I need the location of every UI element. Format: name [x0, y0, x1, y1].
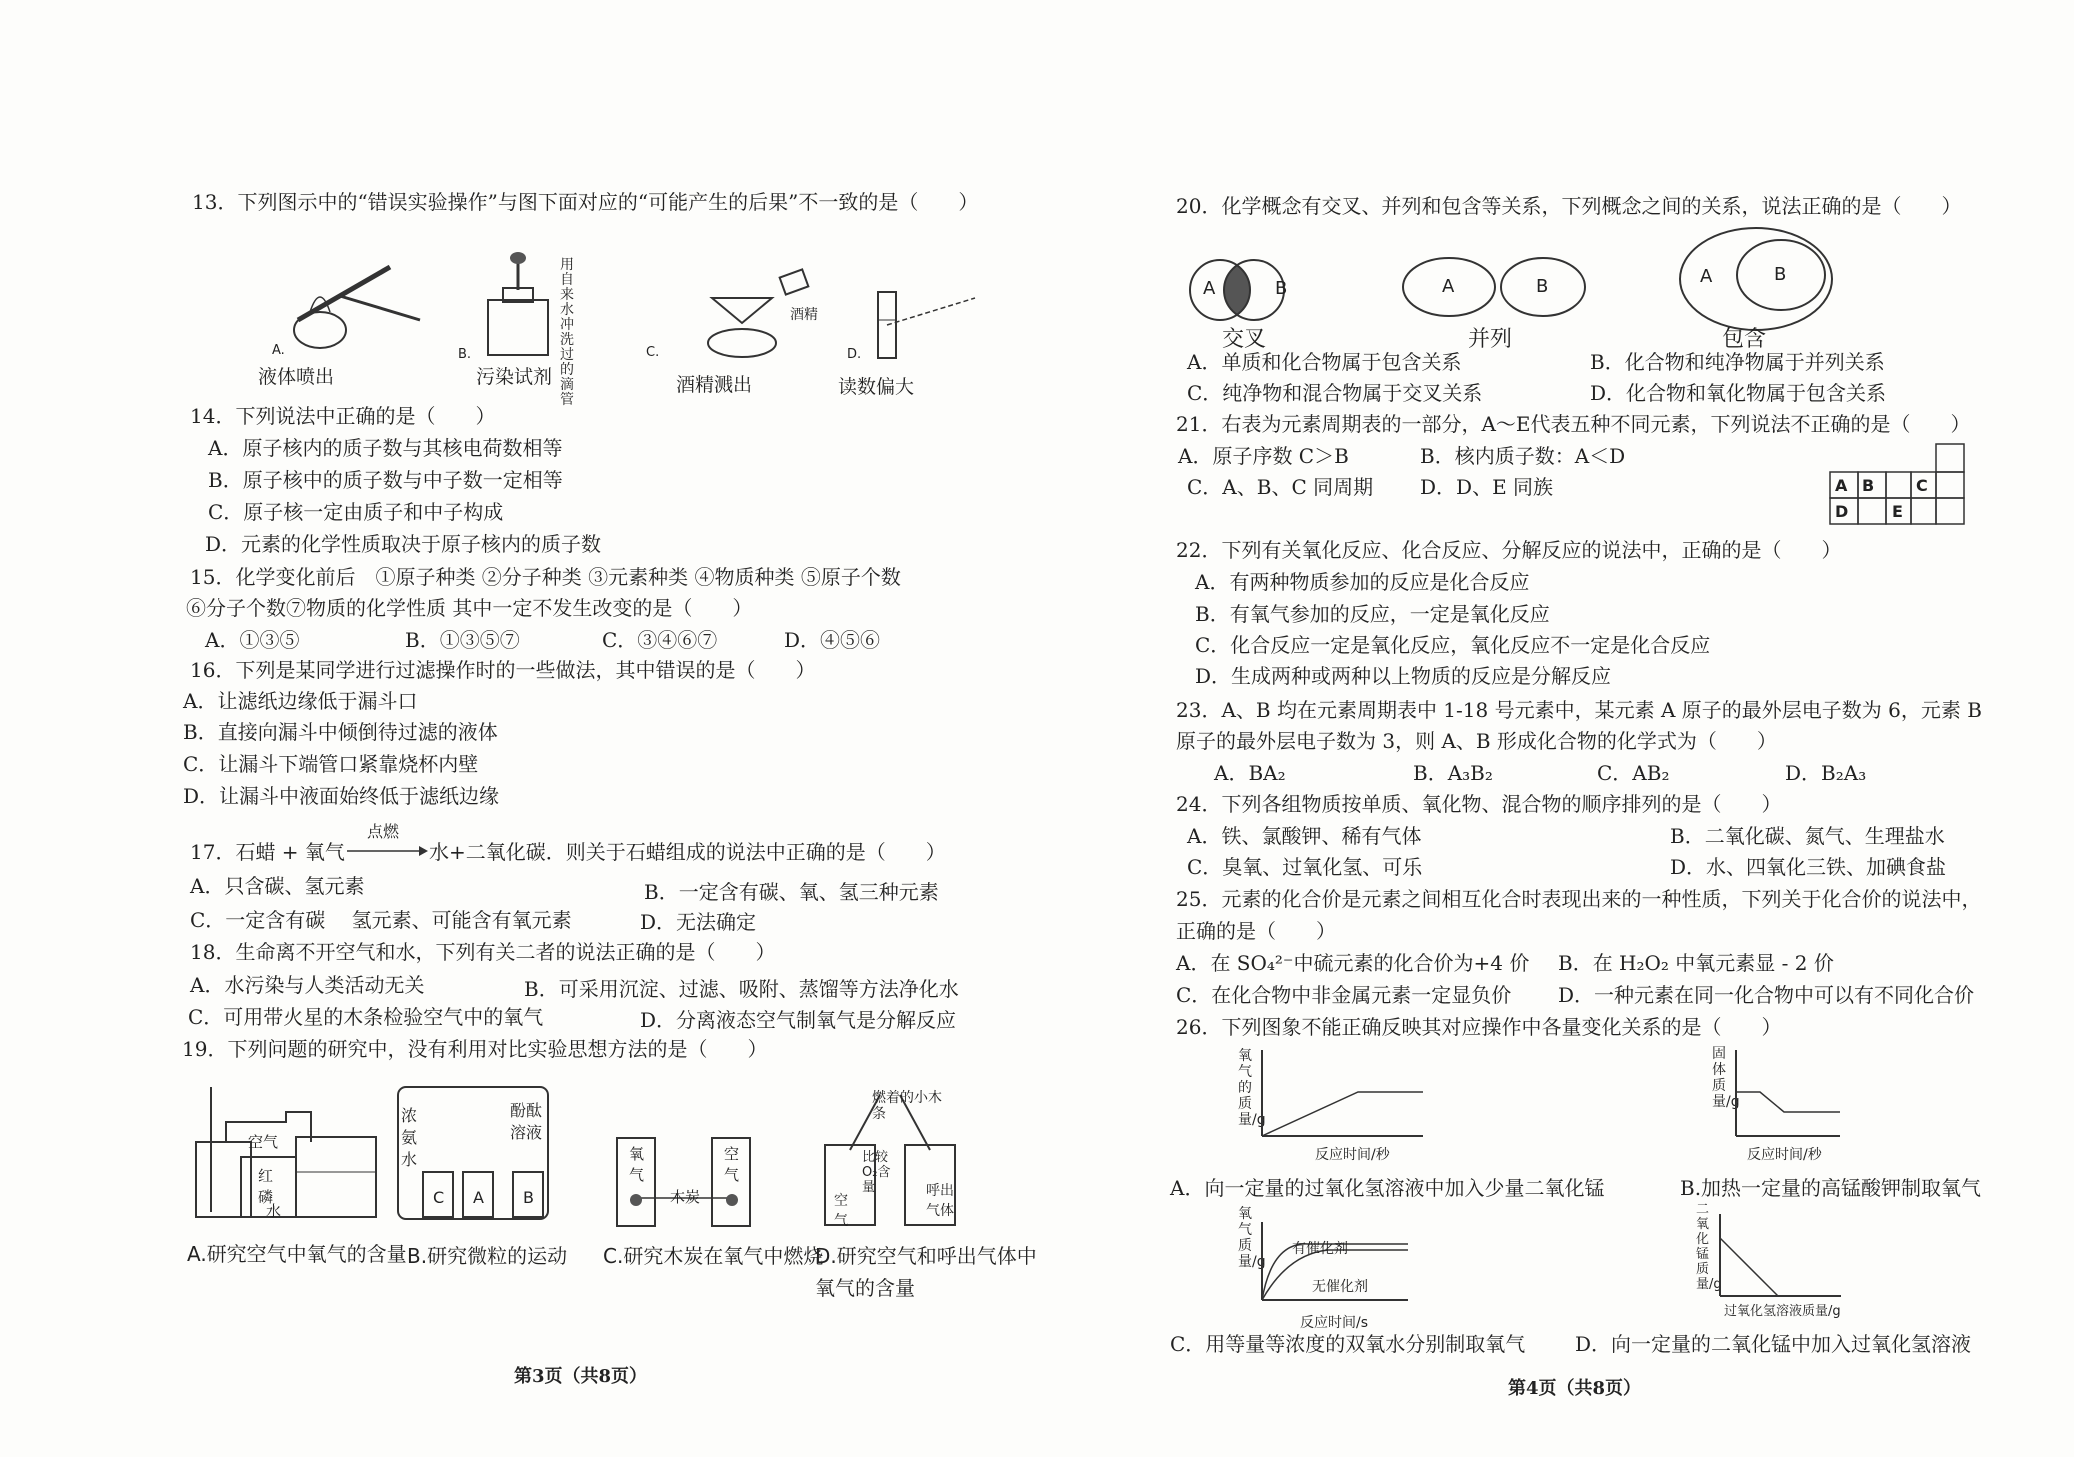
q19-fig-c-label-oxygen: 氧气 [629, 1145, 645, 1184]
q13-fig-b-caption: 污染试剂 [476, 366, 553, 388]
q16-stem: 16．下列是某同学进行过滤操作时的一些做法，其中错误的是（ ） [190, 658, 816, 682]
q15-option-c: C．③④⑥⑦ [602, 628, 718, 652]
q26-graph-c-ylabel: 氧气质量/g [1238, 1206, 1266, 1270]
q13-fig-a-letter: A. [272, 343, 285, 358]
q19-fig-a-label-phosphorus: 红磷 [258, 1167, 274, 1206]
q19-fig-a-label-air: 空气 [248, 1133, 279, 1151]
q25-option-a: A．在 SO₄²⁻中硫元素的化合价为+4 价 [1176, 951, 1530, 975]
q25-option-b: B．在 H₂O₂ 中氧元素显 - 2 价 [1558, 951, 1834, 975]
q13-fig-b-letter: B. [458, 347, 472, 362]
q19-fig-d-label-candle: 燃着的小木条 [872, 1090, 942, 1122]
q15-option-d: D．④⑤⑥ [784, 628, 881, 652]
air-flask [196, 1142, 251, 1217]
q13-fig-c-note: 酒精 [790, 307, 818, 323]
q20-option-d: D．化合物和氧化物属于包含关系 [1590, 381, 1887, 405]
q23-option-b: B．A₃B₂ [1413, 761, 1493, 785]
q17-option-b: B．一定含有碳、氧、氢三种元素 [644, 880, 939, 904]
q24-option-d: D．水、四氧化三铁、加碘食盐 [1670, 855, 1947, 879]
q20-diagram-parallel [1400, 255, 1600, 319]
q17-post: 水+二氧化碳．则关于石蜡组成的说法中正确的是（ ） [429, 840, 946, 864]
q20-diagram-include-name: 包含 [1722, 327, 1767, 352]
q20-option-c: C．纯净物和混合物属于交叉关系 [1187, 381, 1483, 405]
q14-stem: 14．下列说法中正确的是（ ） [190, 404, 496, 428]
water-trough [296, 1137, 376, 1217]
q15-option-a: A．①③⑤ [205, 628, 300, 652]
q26-graph-c-xlabel: 反应时间/s [1300, 1315, 1369, 1331]
q16-option-a: A．让滤纸边缘低于漏斗口 [183, 689, 418, 713]
q14-option-d: D．元素的化学性质取决于原子核内的质子数 [205, 532, 602, 556]
q26-option-a: A．向一定量的过氧化氢溶液中加入少量二氧化锰 [1170, 1176, 1605, 1200]
q19-fig-b-label-a: A [473, 1188, 484, 1207]
q21-cell-e: E [1892, 502, 1903, 521]
q26-graph-c-series-no-catalyst: 无催化剂 [1312, 1279, 1368, 1295]
q19-stem: 19．下列问题的研究中，没有利用对比实验思想方法的是（ ） [182, 1037, 768, 1061]
funnel-lamp [712, 298, 772, 323]
q20-diagram-include-a: A [1700, 266, 1713, 287]
q19-fig-d-label-air: 空气 [834, 1193, 848, 1229]
q23-line1: 23．A、B 均在元素周期表中 1-18 号元素中，某元素 A 原子的最外层电子数为 6，元素 B [1176, 698, 1982, 722]
q20-diagram-include-b: B [1774, 264, 1787, 285]
q19-fig-c-caption: C.研究木炭在氧气中燃烧 [603, 1244, 824, 1268]
q24-option-b: B．二氧化碳、氮气、生理盐水 [1670, 824, 1945, 848]
q25-option-c: C．在化合物中非金属元素一定显负价 [1176, 983, 1512, 1007]
q26-graph-b-xlabel: 反应时间/秒 [1747, 1147, 1822, 1163]
q21-cell-b: B [1862, 476, 1875, 495]
q26-graph-b [1732, 1050, 1842, 1140]
q15-line2: ⑥分子个数⑦物质的化学性质 其中一定不发生改变的是（ ） [186, 596, 753, 620]
q21-cell-a: A [1835, 476, 1848, 495]
test-tube [298, 267, 390, 320]
q19-fig-d-caption-line2: 氧气的含量 [815, 1276, 915, 1300]
q23-option-a: A．BA₂ [1214, 761, 1286, 785]
q21-cell-d: D [1835, 502, 1849, 521]
q26-graph-d-line [1720, 1238, 1778, 1296]
q13-fig-a-caption: 液体喷出 [258, 366, 335, 388]
q23-option-d: D．B₂A₃ [1785, 761, 1867, 785]
q20-option-a: A．单质和化合物属于包含关系 [1187, 350, 1462, 374]
q21-option-a: A．原子序数 C＞B [1178, 444, 1349, 468]
q19-fig-b-label-phenolphthalein: 酚酞溶液 [510, 1101, 543, 1142]
q13-fig-a [280, 262, 430, 362]
q26-graph-d-xlabel: 过氧化氢溶液质量/g [1724, 1304, 1841, 1319]
q18-option-c: C．可用带火星的木条检验空气中的氧气 [188, 1005, 544, 1029]
q26-graph-a-line [1262, 1092, 1423, 1136]
reagent-bottle [488, 300, 548, 355]
q18-option-b: B．可采用沉淀、过滤、吸附、蒸馏等方法净化水 [524, 977, 959, 1001]
q26-option-b: B.加热一定量的高锰酸钾制取氧气 [1680, 1176, 1982, 1200]
holder [340, 296, 420, 320]
q13-fig-d-letter: D. [847, 347, 862, 362]
q18-stem: 18．生命离不开空气和水，下列有关二者的说法正确的是（ ） [190, 940, 776, 964]
q26-stem: 26．下列图象不能正确反映其对应操作中各量变化关系的是（ ） [1176, 1015, 1782, 1039]
q15-option-b: B．①③⑤⑦ [405, 628, 520, 652]
q24-option-a: A．铁、氯酸钾、稀有气体 [1187, 824, 1422, 848]
q26-graph-a [1258, 1050, 1428, 1140]
q14-option-a: A．原子核内的质子数与其核电荷数相等 [208, 436, 563, 460]
q13-stem: 13．下列图示中的“错误实验操作”与图下面对应的“可能产生的后果”不一致的是（ ） [192, 190, 979, 214]
q26-graph-d-ylabel: 二氧化锰质量/g [1696, 1202, 1722, 1292]
q25-line1: 25．元素的化合价是元素之间相互化合时表现出来的一种性质，下列关于化合价的说法中， [1176, 887, 1982, 911]
q14-option-c: C．原子核一定由质子和中子构成 [208, 500, 504, 524]
q20-diagram-parallel-name: 并列 [1468, 327, 1513, 352]
q26-option-c: C．用等量等浓度的双氧水分别制取氧气 [1170, 1332, 1526, 1356]
q21-option-c: C．A、B、C 同周期 [1187, 475, 1374, 499]
q17-condition: 点燃 [367, 822, 400, 841]
q19-fig-c-label-air: 空气 [724, 1145, 740, 1184]
q13-fig-b-note: 用自来水冲洗过的滴管 [560, 257, 574, 408]
q13-fig-c-caption: 酒精溅出 [676, 374, 753, 396]
q26-graph-c-series-catalyst: 有催化剂 [1292, 1241, 1348, 1257]
q20-diagram-cross-name: 交叉 [1222, 327, 1267, 352]
q19-fig-d-label-compare: 比较O₂含量 [862, 1150, 891, 1195]
q22-option-c: C．化合反应一定是氧化反应，氧化反应不一定是化合反应 [1195, 633, 1711, 657]
q22-stem: 22．下列有关氧化反应、化合反应、分解反应的说法中，正确的是（ ） [1176, 538, 1842, 562]
q16-option-d: D．让漏斗中液面始终低于滤纸边缘 [183, 784, 500, 808]
q18-option-a: A．水污染与人类活动无关 [190, 973, 425, 997]
q20-diagram-cross-b: B [1275, 278, 1288, 299]
q21-option-b: B．核内质子数：A＜D [1420, 444, 1626, 468]
q25-option-d: D．一种元素在同一化合物中可以有不同化合价 [1558, 983, 1975, 1007]
q17-pre: 17．石蜡 + 氧气 [190, 840, 345, 864]
q16-option-c: C．让漏斗下端管口紧靠烧杯内壁 [183, 752, 479, 776]
q17-option-c: C．一定含有碳 氢元素、可能含有氧元素 [190, 908, 572, 932]
q20-diagram-cross [1175, 258, 1315, 322]
q19-fig-a-label-water: 水 [266, 1202, 282, 1220]
q17-option-d: D．无法确定 [640, 910, 757, 934]
q13-fig-c-letter: C. [646, 345, 660, 360]
q24-stem: 24．下列各组物质按单质、氧化物、混合物的顺序排列的是（ ） [1176, 792, 1782, 816]
q22-option-b: B．有氧气参加的反应，一定是氧化反应 [1195, 602, 1550, 626]
q22-option-a: A．有两种物质参加的反应是化合反应 [1195, 570, 1530, 594]
right-page-number: 第4页（共8页） [1508, 1378, 1642, 1399]
q26-graph-b-line [1736, 1092, 1840, 1112]
q23-option-c: C．AB₂ [1597, 761, 1670, 785]
left-page-number: 第3页（共8页） [514, 1366, 648, 1387]
q26-graph-b-ylabel: 固体质量/g [1712, 1046, 1740, 1110]
q19-fig-c-label-charcoal: 木炭 [670, 1188, 701, 1206]
q14-option-b: B．原子核中的质子数与中子数一定相等 [208, 468, 563, 492]
q20-option-b: B．化合物和纯净物属于并列关系 [1590, 350, 1885, 374]
q13-fig-d [870, 290, 980, 360]
q19-fig-a-caption: A.研究空气中氧气的含量 [187, 1242, 407, 1266]
q23-line2: 原子的最外层电子数为 3，则 A、B 形成化合物的化学式为（ ） [1176, 729, 1777, 753]
q26-graph-a-xlabel: 反应时间/秒 [1315, 1147, 1390, 1163]
q17-option-a: A．只含碳、氢元素 [190, 874, 365, 898]
q20-diagram-cross-a: A [1203, 278, 1216, 299]
q17-arrow [347, 844, 429, 858]
q18-option-d: D．分离液态空气制氧气是分解反应 [640, 1008, 957, 1032]
q21-stem: 21．右表为元素周期表的一部分，A～E代表五种不同元素，下列说法不正确的是（ ） [1176, 412, 1971, 436]
q19-fig-b-caption: B.研究微粒的运动 [407, 1244, 568, 1268]
sight-line [887, 298, 975, 325]
q26-option-d: D．向一定量的二氧化锰中加入过氧化氢溶液 [1575, 1332, 1972, 1356]
q20-stem: 20．化学概念有交叉、并列和包含等关系，下列概念之间的关系，说法正确的是（ ） [1176, 194, 1962, 218]
q16-option-b: B．直接向漏斗中倾倒待过滤的液体 [183, 720, 498, 744]
q20-diagram-parallel-a: A [1442, 276, 1455, 297]
q25-line2: 正确的是（ ） [1176, 919, 1336, 943]
q21-option-d: D．D、E 同族 [1420, 475, 1554, 499]
q15-line1: 15．化学变化前后 ①原子种类 ②分子种类 ③元素种类 ④物质种类 ⑤原子个数 [190, 565, 901, 589]
q19-fig-d-caption-line1: D.研究空气和呼出气体中 [815, 1244, 1037, 1268]
q21-cell-c: C [1916, 476, 1928, 495]
q26-graph-a-ylabel: 氧气的质量/g [1238, 1048, 1266, 1128]
q22-option-d: D．生成两种或两种以上物质的反应是分解反应 [1195, 664, 1612, 688]
q19-fig-b-label-c: C [433, 1188, 445, 1207]
q20-diagram-parallel-b: B [1536, 276, 1549, 297]
q13-fig-d-caption: 读数偏大 [838, 376, 915, 398]
q24-option-c: C．臭氧、过氧化氢、可乐 [1187, 855, 1423, 879]
q19-fig-b-label-b: B [523, 1188, 534, 1207]
q19-fig-d-label-breath: 呼出气体 [926, 1183, 954, 1219]
q19-fig-b-label-ammonia: 浓氨水 [401, 1106, 418, 1169]
q26-graph-d [1716, 1214, 1846, 1300]
q19-fig-a [186, 1082, 386, 1222]
